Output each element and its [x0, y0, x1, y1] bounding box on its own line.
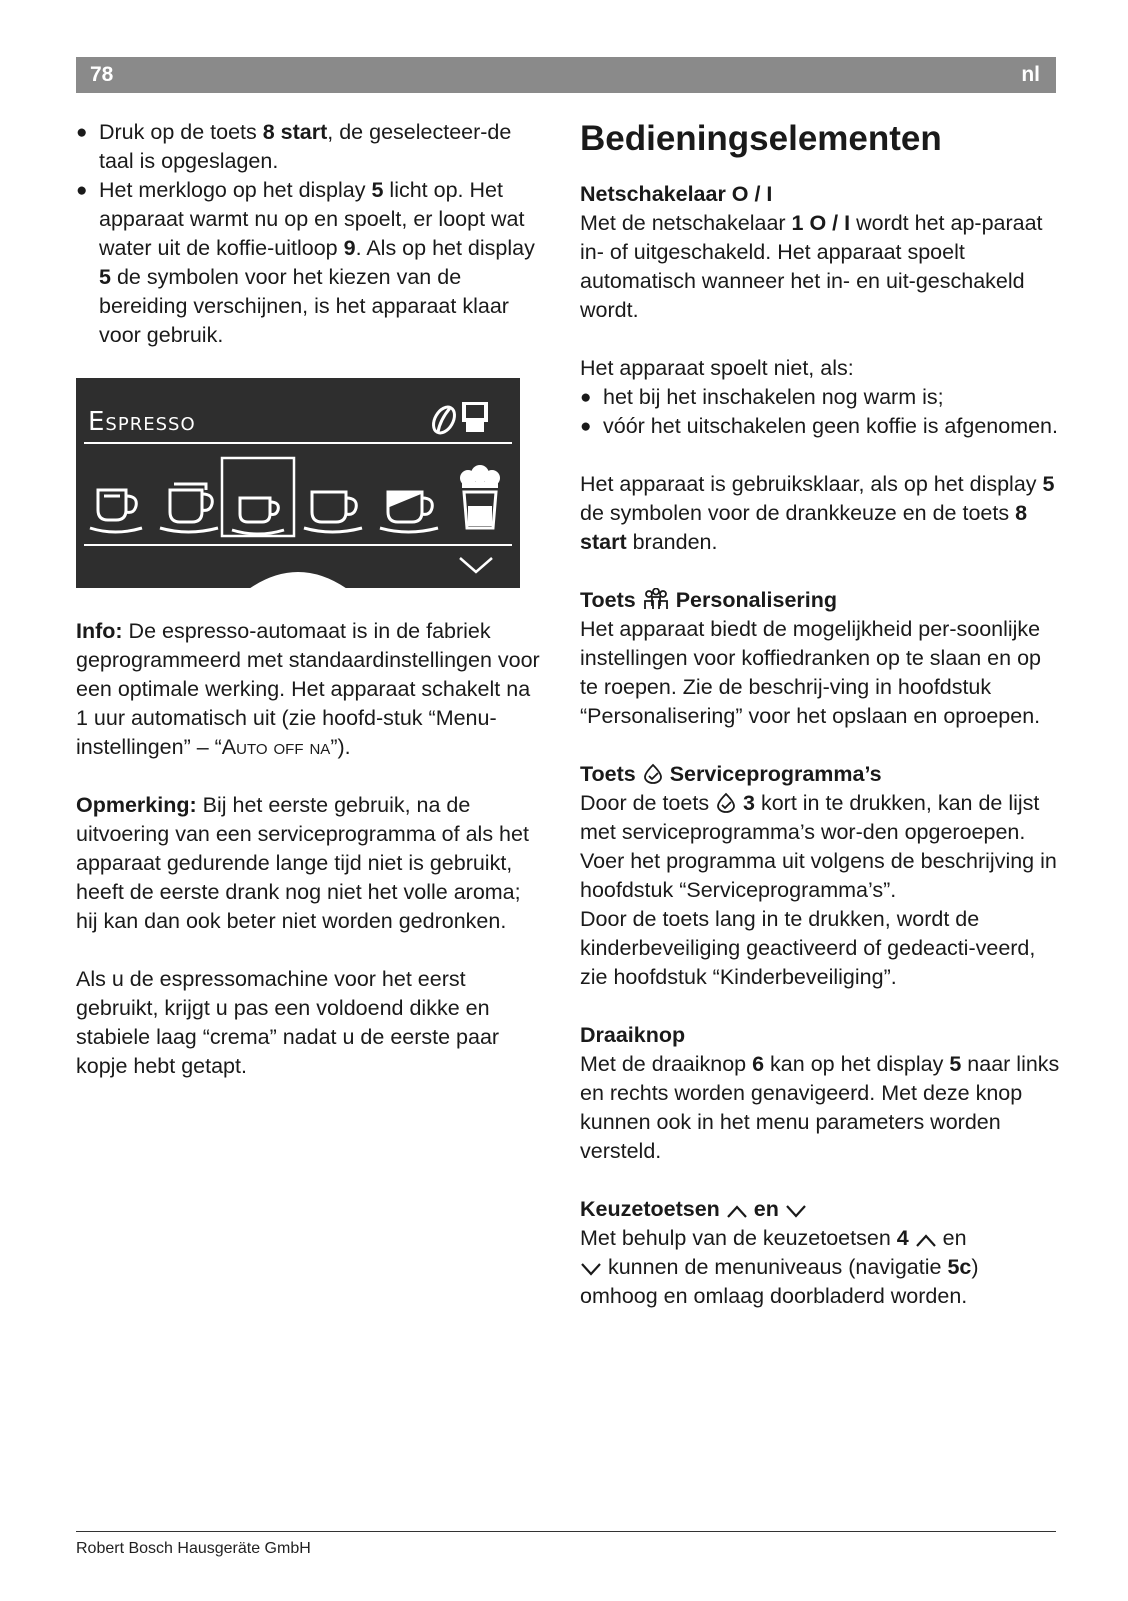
keuze-heading: Keuzetoetsen en	[580, 1195, 1060, 1224]
netschakelaar-text: Met de netschakelaar 1 O / I wordt het ap-paraat in- of uitgeschakeld. Het apparaat spoelt automatisch wanneer het in- en uit-geschakeld wordt.	[580, 211, 1043, 322]
chevron-down-icon	[785, 1203, 807, 1219]
right-column	[580, 118, 1060, 1311]
cup-double-icon	[160, 484, 218, 532]
service-heading: Toets Serviceprogramma’s	[580, 762, 882, 786]
page-number: 78	[90, 63, 114, 86]
gebruiksklaar-text: Het apparaat is gebruiksklaar, als op het display 5 de symbolen voor de drankkeuze en de toets 8 start branden.	[580, 472, 1055, 554]
coffee-bean-icon	[429, 403, 459, 436]
left-column	[76, 118, 546, 1081]
cup-crema-icon	[304, 492, 362, 532]
service-text-2: Door de toets lang in te drukken, wordt de kinderbeveiliging geactiveerd of gedeacti-veerd, zie hoofdstuk “Kinderbeveiliging”.	[580, 907, 1036, 989]
milk-glass-icon	[460, 465, 500, 528]
footer-text: Robert Bosch Hausgeräte GmbH	[76, 1540, 311, 1557]
startup-bullets	[76, 118, 546, 350]
personalisering-heading: Toets Personalisering	[580, 588, 838, 612]
service-text-1: Door de toets 3 kort in te drukken, kan de lijst met serviceprogramma’s wor-den opgeroepen. Voer het programma uit volgens de beschrijving in hoofdstuk “Serviceprogramma’s”.	[580, 791, 1057, 902]
footer-divider	[76, 1531, 1056, 1532]
chevron-up-icon	[726, 1203, 748, 1219]
spoelt-niet-list	[580, 383, 1060, 441]
chevron-down-icon	[580, 1261, 602, 1277]
draaiknop-text: Met de draaiknop 6 kan op het display 5 naar links en rechts worden genavigeerd. Met deze knop kunnen ook in het menu parameters worden versteld.	[580, 1052, 1060, 1163]
spoelt-niet-text: Het apparaat spoelt niet, als:	[580, 356, 854, 380]
crema-paragraph: Als u de espressomachine voor het eerst gebruikt, krijgt u pas een voldoend dikke en stabiele laag “crema” nadat u de eerste paar kopje hebt getapt.	[76, 967, 500, 1078]
list-item: ● Het merklogo op het display 5 licht op. Het apparaat warmt nu op en spoelt, er loopt wat water uit de koffie-uitloop 9. Als op het display 5 de symbolen voor het kiezen van de bereiding verschijnen, is het apparaat klaar voor gebruik.	[76, 176, 546, 350]
rotary-knob-illustration	[242, 572, 354, 588]
list-item: ● het bij het inschakelen nog warm is;	[580, 383, 1060, 412]
section-title: Bedieningselementen	[580, 119, 942, 158]
keuze-text: Met behulp van de keuzetoetsen 4 en kunnen de menuniveaus (navigatie 5c) omhoog en omlaag doorbladerd worden.	[580, 1226, 979, 1308]
service-icon	[715, 791, 737, 813]
draaiknop-heading: Draaiknop	[580, 1023, 686, 1047]
info-paragraph: Info: De espresso-automaat is in de fabriek geprogrammeerd met standaardinstellingen voor een optimale werking. Het apparaat schakelt na 1 uur automatisch uit (zie hoofd-stuk “Menu-instellingen” – “Auto off na”).	[76, 619, 540, 759]
netschakelaar-heading: Netschakelaar O / I	[580, 182, 773, 206]
list-item: ● Druk op de toets 8 start, de geselecteer-de taal is opgeslagen.	[76, 118, 546, 176]
cup-size-icon	[462, 402, 488, 432]
cup-cappuccino-icon	[380, 492, 438, 532]
header-bar	[76, 57, 1056, 93]
display-title: Espresso	[88, 407, 196, 437]
remark-paragraph: Opmerking: Bij het eerste gebruik, na de uitvoering van een serviceprogramma of als het apparaat gedurende lange tijd niet is gebruikt, heeft de eerste drank nog niet het volle aroma; hij kan dan ook beter niet worden gedronken.	[76, 793, 529, 933]
chevron-up-icon	[915, 1232, 937, 1248]
list-item: ● vóór het uitschakelen geen koffie is afgenomen.	[580, 412, 1060, 441]
language-label: nl	[1021, 63, 1040, 86]
cup-espresso-icon	[232, 498, 284, 534]
personalisation-icon	[642, 588, 670, 610]
machine-display-illustration	[76, 378, 520, 588]
cup-ristretto-icon	[90, 490, 142, 532]
chevron-down-icon	[460, 558, 492, 572]
personalisering-text: Het apparaat biedt de mogelijkheid per-soonlijke instellingen voor koffiedranken op te slaan en op te roepen. Zie de beschrij-ving in hoofdstuk “Personalisering” voor het opslaan en oproepen.	[580, 617, 1041, 728]
service-icon	[642, 762, 664, 784]
